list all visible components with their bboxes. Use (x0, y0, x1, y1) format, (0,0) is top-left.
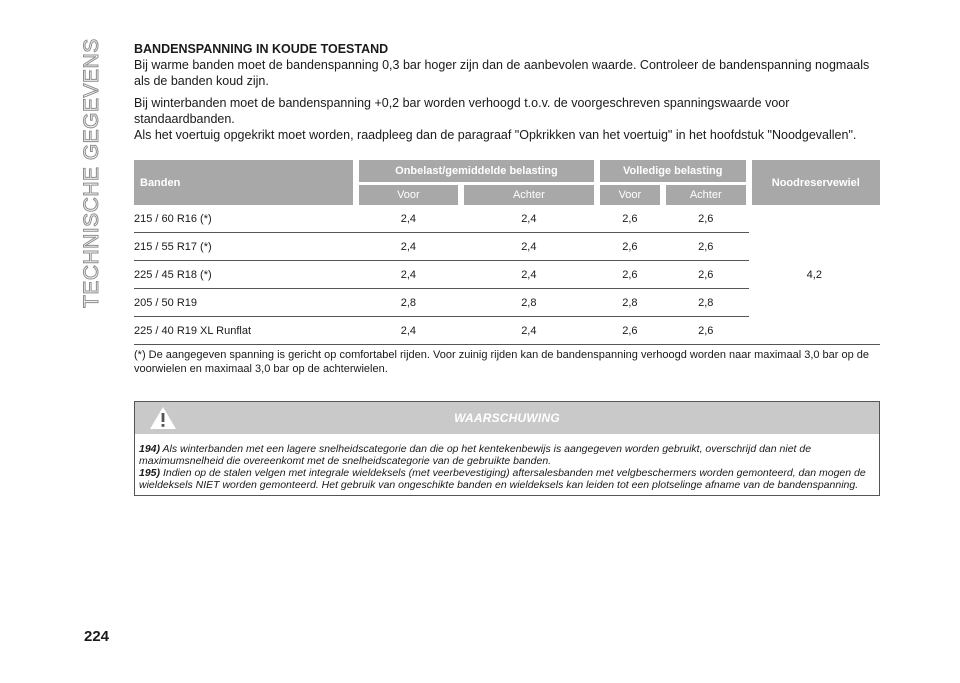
table-row (134, 205, 880, 233)
tyre-size: 205 / 50 R19 (134, 289, 356, 317)
unladen-rear-value: 2,4 (461, 317, 597, 345)
full-front-value: 2,6 (597, 205, 663, 233)
paragraph-warm-tyres: Bij warme banden moet de bandenspanning 0,3 bar hoger zijn dan de aanbevolen waarde. Controleer de bandenspanning nogmaals als de banden koud zijn. (134, 58, 870, 88)
full-front-value: 2,6 (597, 261, 663, 289)
unladen-rear-value: 2,4 (461, 205, 597, 233)
tyre-pressure-table (134, 160, 880, 345)
note-text: Indien op de stalen velgen met integrale wieldeksels (met veerbevestiging) aftersalesbanden met velgbeschermers worden gemonteerd, dan mogen de wieldeksels NIET worden gemonteerd. Het gebruik van ongeschikte banden en wieldeksels kan leiden tot een plotselinge afname van de bandenspanning. (139, 467, 866, 491)
header-full-load: Volledige belasting (597, 160, 749, 184)
tyre-size: 225 / 40 R19 XL Runflat (134, 317, 356, 345)
unladen-front-value: 2,4 (356, 233, 461, 261)
full-rear-value: 2,6 (663, 233, 749, 261)
paragraph-jacking: Als het voertuig opgekrikt moet worden, raadpleeg dan de paragraaf "Opkrikken van het voertuig" in het hoofdstuk "Noodgevallen". (134, 128, 857, 142)
warning-title: WAARSCHUWING (454, 411, 560, 425)
full-front-value: 2,8 (597, 289, 663, 317)
header-full-front: Voor (597, 184, 663, 206)
warning-body (135, 434, 879, 495)
note-text: Als winterbanden met een lagere snelheidscategorie dan die op het kentekenbewijs is aangegeven worden gebruikt, overschrijd dan niet de maximumsnelheid die overeenkomt met de snelheidscategorie van de gebruikte banden. (139, 443, 812, 467)
table-footnote: (*) De aangegeven spanning is gericht op comfortabel rijden. Voor zuinig rijden kan de bandenspanning verhoogd worden naar maximaal 3,0 bar op de voorwielen en maximaal 3,0 bar op de achterwielen. (134, 349, 870, 375)
note-ref: 195) (139, 467, 161, 479)
full-rear-value: 2,6 (663, 317, 749, 345)
header-spare-wheel: Noodreservewiel (749, 160, 880, 205)
page-number: 224 (84, 628, 110, 645)
header-unladen-front: Voor (356, 184, 461, 206)
warning-box (134, 401, 880, 496)
header-tyres: Banden (134, 160, 356, 205)
unladen-rear-value: 2,4 (461, 233, 597, 261)
section-title-text: TECHNISCHE GEGEVENS (80, 38, 103, 308)
header-full-rear: Achter (663, 184, 749, 206)
unladen-front-value: 2,4 (356, 205, 461, 233)
unladen-rear-value: 2,4 (461, 261, 597, 289)
full-rear-value: 2,6 (663, 261, 749, 289)
unladen-front-value: 2,4 (356, 317, 461, 345)
full-front-value: 2,6 (597, 233, 663, 261)
note-ref: 194) (139, 443, 161, 455)
section-heading: BANDENSPANNING IN KOUDE TOESTAND (134, 42, 389, 56)
unladen-front-value: 2,8 (356, 289, 461, 317)
tyre-size: 215 / 60 R16 (*) (134, 205, 356, 233)
page-content (134, 42, 880, 496)
paragraph-winter-tyres: Bij winterbanden moet de bandenspanning +0,2 bar worden verhoogd t.o.v. de voorgeschreven spanningswaarde voor standaardbanden. (134, 96, 790, 126)
spare-wheel-value: 4,2 (749, 205, 880, 345)
tyre-size: 225 / 45 R18 (*) (134, 261, 356, 289)
warning-note (139, 467, 873, 491)
tyre-size: 215 / 55 R17 (*) (134, 233, 356, 261)
unladen-front-value: 2,4 (356, 261, 461, 289)
section-side-title (76, 38, 132, 308)
full-front-value: 2,6 (597, 317, 663, 345)
full-rear-value: 2,6 (663, 205, 749, 233)
header-unladen-rear: Achter (461, 184, 597, 206)
warning-note (139, 443, 873, 467)
unladen-rear-value: 2,8 (461, 289, 597, 317)
header-unladen: Onbelast/gemiddelde belasting (356, 160, 597, 184)
warning-header (135, 402, 879, 434)
full-rear-value: 2,8 (663, 289, 749, 317)
